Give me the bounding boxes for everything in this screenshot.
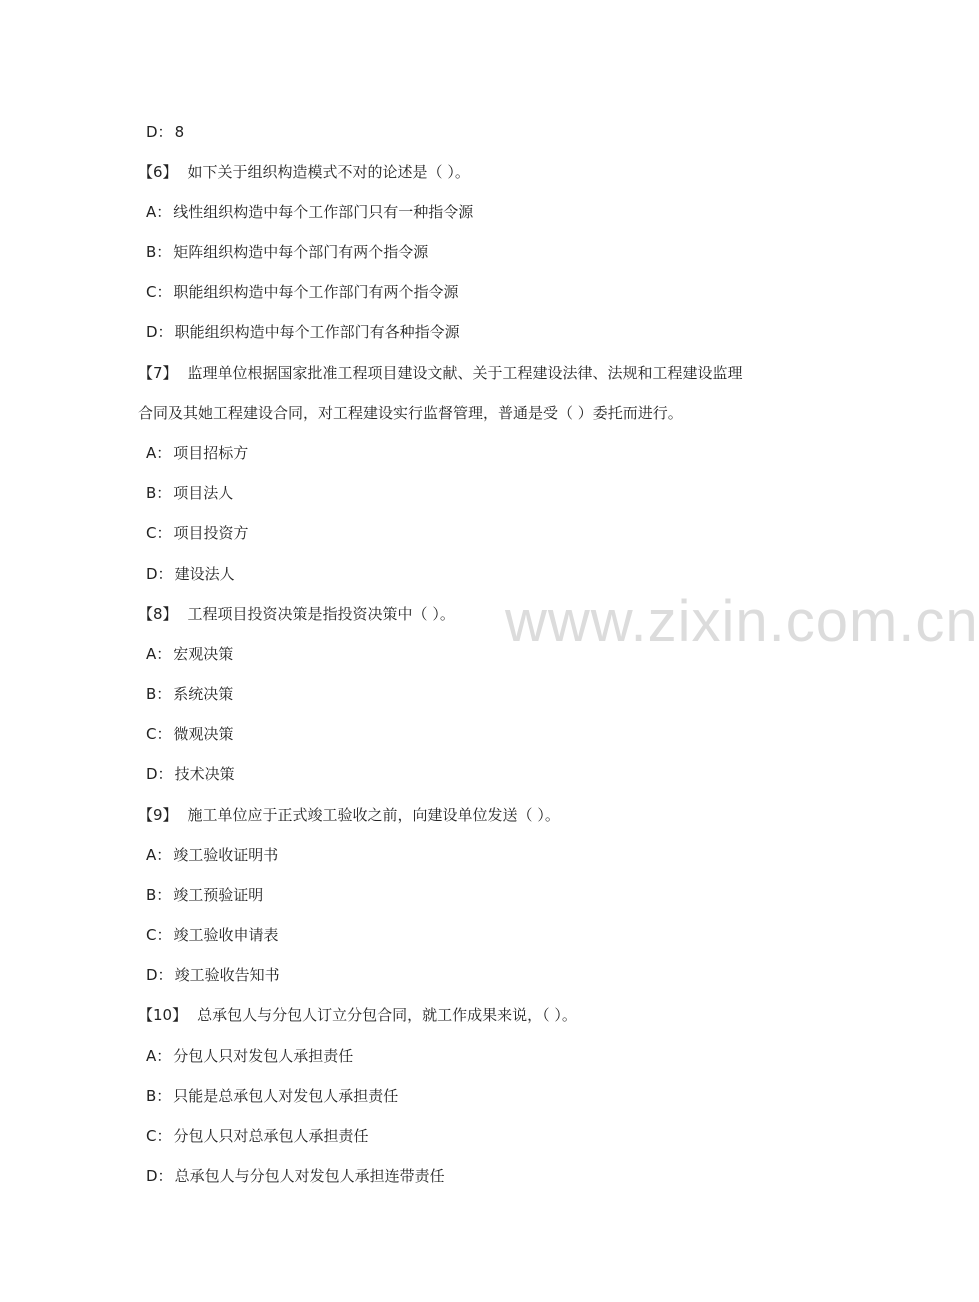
- question-7-text: 【7】 监理单位根据国家批准工程项目建设文献、关于工程建设法律、法规和工程建设监理: [138, 364, 743, 382]
- question-10-text: 【10】 总承包人与分包人订立分包合同，就工作成果来说，（ ）。: [138, 1006, 577, 1024]
- question-10-option-b: B： 只能是总承包人对发包人承担责任: [146, 1087, 399, 1105]
- option-letter: D：: [146, 123, 173, 141]
- option-d-prev: [146, 121, 184, 143]
- question-9-option-b: B： 竣工预验证明: [146, 886, 264, 904]
- question-10-option-d: D： 总承包人与分包人对发包人承担连带责任: [146, 1167, 445, 1185]
- question-7-option-b: B： 项目法人: [146, 484, 234, 502]
- question-number: 【6】: [138, 163, 178, 181]
- question-8-text: 【8】 工程项目投资决策是指投资决策中（ ）。: [138, 605, 455, 623]
- question-number: 【9】: [138, 806, 178, 824]
- question-6-text: 【6】 如下关于组织构造模式不对的论述是（ ）。: [138, 163, 470, 181]
- question-number: 【7】: [138, 364, 178, 382]
- question-9-option-d: D： 竣工验收告知书: [146, 966, 280, 984]
- question-9-option-c: C： 竣工验收申请表: [146, 926, 279, 944]
- option-text: 8: [174, 123, 185, 141]
- question-8-option-a: A： 宏观决策: [146, 645, 234, 663]
- question-10-option-a: A： 分包人只对发包人承担责任: [146, 1047, 354, 1065]
- question-7-option-a: A： 项目招标方: [146, 444, 249, 462]
- watermark-text: www.zixin.com.cn: [505, 589, 979, 654]
- question-8-option-c: C： 微观决策: [146, 725, 234, 743]
- question-9-option-a: A： 竣工验收证明书: [146, 846, 279, 864]
- question-number: 【10】: [138, 1006, 188, 1024]
- question-9-text: 【9】 施工单位应于正式竣工验收之前，向建设单位发送（ ）。: [138, 806, 560, 824]
- question-number: 【8】: [138, 605, 178, 623]
- question-6-option-b: B： 矩阵组织构造中每个部门有两个指令源: [146, 243, 429, 261]
- question-6-option-a: A： 线性组织构造中每个工作部门只有一种指令源: [146, 203, 474, 221]
- question-7-text-continued: 合同及其她工程建设合同，对工程建设实行监督管理，普通是受（ ）委托而进行。: [138, 404, 683, 422]
- question-6-option-d: D： 职能组织构造中每个工作部门有各种指令源: [146, 323, 460, 341]
- question-8-option-d: D： 技术决策: [146, 765, 235, 783]
- question-7-option-c: C： 项目投资方: [146, 524, 249, 542]
- question-6-option-c: C： 职能组织构造中每个工作部门有两个指令源: [146, 283, 459, 301]
- question-8-option-b: B： 系统决策: [146, 685, 234, 703]
- question-7-option-d: D： 建设法人: [146, 565, 235, 583]
- question-10-option-c: C： 分包人只对总承包人承担责任: [146, 1127, 369, 1145]
